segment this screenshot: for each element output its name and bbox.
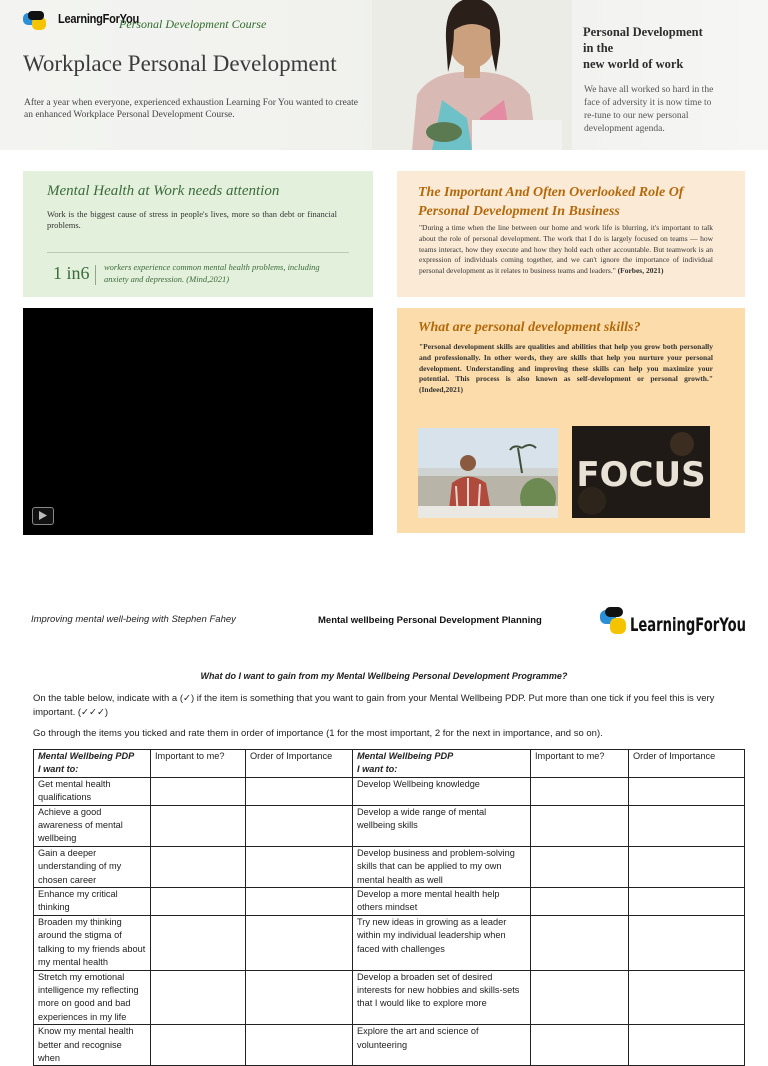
row-item-left: Enhance my critical thinking <box>34 888 151 916</box>
side-title <box>583 24 758 72</box>
row-item-right: Develop a wide range of mental wellbeing skills <box>353 805 531 846</box>
table-row <box>34 846 745 887</box>
stat-number: 1 in6 <box>53 263 90 283</box>
important-cell[interactable] <box>531 1025 629 1066</box>
mental-health-panel <box>23 171 373 297</box>
important-cell[interactable] <box>151 915 246 970</box>
order-cell[interactable] <box>629 846 745 887</box>
order-cell[interactable] <box>629 915 745 970</box>
important-cell[interactable] <box>151 970 246 1025</box>
header-banner <box>0 0 768 150</box>
instruction-2: Go through the items you ticked and rate them in order of importance (1 for the most important, 2 for the next in importance, and so on). <box>33 728 603 739</box>
woman-at-laptop-photo <box>372 0 572 150</box>
order-cell[interactable] <box>246 888 353 916</box>
table-row <box>34 1025 745 1066</box>
mental-health-title: Mental Health at Work needs attention <box>47 183 280 199</box>
man-on-balcony-photo <box>418 428 558 518</box>
worksheet-center-header: Mental wellbeing Personal Development Planning <box>318 615 542 626</box>
overlooked-quote: "During a time when the line between our home and work life is blurring, it's important to talk about the role of personal development. The work that I do is largely focused on teams — how teams interact, how they execute and how they hold each other accountable. But teamwork is an expression of individuals coming together, and we can't ignore the importance of individual personal development as it relates to business teams and leaders." <box>419 223 713 276</box>
important-cell[interactable] <box>531 888 629 916</box>
row-item-left: Stretch my emotional intelligence my reflecting more on good and bad experiences in my life <box>34 970 151 1025</box>
overlooked-role-text <box>419 223 713 277</box>
important-cell[interactable] <box>151 846 246 887</box>
skills-title: What are personal development skills? <box>418 320 641 335</box>
order-cell[interactable] <box>246 846 353 887</box>
focus-word: FOCUS <box>576 455 706 495</box>
stat-divider <box>95 265 96 285</box>
important-cell[interactable] <box>531 915 629 970</box>
focus-sign-photo <box>572 426 710 518</box>
stat-text: workers experience common mental health problems, including anxiety and depression. (Mind,2021) <box>104 262 320 284</box>
important-cell[interactable] <box>531 777 629 805</box>
order-cell[interactable] <box>246 805 353 846</box>
order-cell[interactable] <box>629 1025 745 1066</box>
row-item-left: Know my mental health better and recognise when <box>34 1025 151 1066</box>
important-cell[interactable] <box>151 1025 246 1066</box>
play-button[interactable] <box>32 507 54 525</box>
row-item-left: Broaden my thinking around the stigma of talking to my friends about my mental health <box>34 915 151 970</box>
video-player[interactable] <box>23 308 373 535</box>
table-header-row <box>34 750 745 778</box>
col-header-pdp-left <box>34 750 151 778</box>
col-header-pdp-line2: I want to: <box>38 764 79 775</box>
row-item-right: Develop business and problem-solving skills that can be applied to my own mental health as well <box>353 846 531 887</box>
row-item-right: Try new ideas in growing as a leader within my individual leadership when faced with challenges <box>353 915 531 970</box>
learningforyou-logo <box>598 604 748 654</box>
order-cell[interactable] <box>629 888 745 916</box>
col-header-pdp-line1: Mental Wellbeing PDP <box>357 751 454 761</box>
course-label: Personal Development Course <box>119 17 267 31</box>
important-cell[interactable] <box>531 805 629 846</box>
order-cell[interactable] <box>629 777 745 805</box>
side-title-line-1: Personal Development <box>583 25 703 39</box>
row-item-left: Gain a deeper understanding of my chosen career <box>34 846 151 887</box>
overlooked-role-panel <box>397 171 745 297</box>
overlooked-citation: (Forbes, 2021) <box>617 266 664 276</box>
row-item-left: Get mental health qualifications <box>34 777 151 805</box>
side-title-line-2: in the <box>583 41 614 55</box>
order-cell[interactable] <box>246 970 353 1025</box>
row-item-right: Develop a broaden set of desired interests for new hobbies and skills-sets that I would like to explore more <box>353 970 531 1025</box>
col-header-pdp-line2: I want to: <box>357 764 398 775</box>
col-header-order-right: Order of Importance <box>629 750 745 778</box>
mental-health-text: Work is the biggest cause of stress in people's lives, more so than debt or financial problems. <box>47 209 337 230</box>
col-header-order-left: Order of Importance <box>246 750 353 778</box>
worksheet-question: What do I want to gain from my Mental Wellbeing Personal Development Programme? <box>200 671 568 681</box>
side-title-line-3: new world of work <box>583 57 684 71</box>
order-cell[interactable] <box>246 777 353 805</box>
overlooked-role-title: The Important And Often Overlooked Role Of Personal Development In Business <box>418 185 684 219</box>
brand-name: LearningForYou <box>58 11 139 26</box>
pdp-table <box>33 749 745 1066</box>
row-item-right: Develop Wellbeing knowledge <box>353 777 531 805</box>
table-row <box>34 915 745 970</box>
order-cell[interactable] <box>629 805 745 846</box>
side-text: We have all worked so hard in the face of adversity it is now time to re-tune to our new personal development agenda. <box>584 85 714 134</box>
play-icon <box>33 508 52 523</box>
important-cell[interactable] <box>151 888 246 916</box>
row-item-right: Develop a more mental health help others mindset <box>353 888 531 916</box>
intro-text: After a year when everyone, experienced exhaustion Learning For You wanted to create an enhanced Workplace Personal Development Course. <box>24 98 358 120</box>
skills-panel <box>397 308 745 533</box>
col-header-pdp-right <box>353 750 531 778</box>
order-cell[interactable] <box>246 915 353 970</box>
logo-text: LearningForYou <box>630 614 746 636</box>
important-cell[interactable] <box>151 777 246 805</box>
important-cell[interactable] <box>151 805 246 846</box>
table-row <box>34 805 745 846</box>
page-title: Workplace Personal Development <box>23 51 337 76</box>
col-header-important-left: Important to me? <box>151 750 246 778</box>
instruction-1: On the table below, indicate with a (✓) if the item is something that you want to gain from your Mental Wellbeing PDP. Put more than one tick if you feel this is very important. (✓✓✓) <box>33 693 715 718</box>
divider <box>47 252 349 253</box>
table-row <box>34 888 745 916</box>
skills-text: "Personal development skills are qualities and abilities that help you grow both personally and professionally. In other words, they are skills that help you nurture your personal development. Understanding and improving these skills can help you maximize your potential. This process is also known as self-development or personal growth." (Indeed,2021) <box>419 342 713 395</box>
table-row <box>34 970 745 1025</box>
order-cell[interactable] <box>246 1025 353 1066</box>
table-row <box>34 777 745 805</box>
important-cell[interactable] <box>531 970 629 1025</box>
col-header-pdp-line1: Mental Wellbeing PDP <box>38 751 135 761</box>
important-cell[interactable] <box>531 846 629 887</box>
worksheet-left-header: Improving mental well-being with Stephen Fahey <box>31 614 236 625</box>
col-header-important-right: Important to me? <box>531 750 629 778</box>
order-cell[interactable] <box>629 970 745 1025</box>
row-item-left: Achieve a good awareness of mental wellbeing <box>34 805 151 846</box>
row-item-right: Explore the art and science of volunteering <box>353 1025 531 1066</box>
